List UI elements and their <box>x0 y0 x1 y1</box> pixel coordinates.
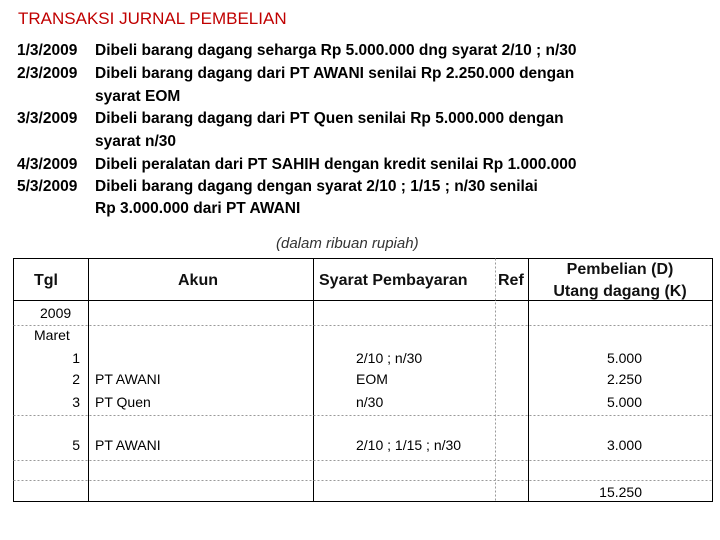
row-day: 3 <box>72 394 80 410</box>
row-syarat: n/30 <box>356 394 384 410</box>
transaction-description: Rp 3.000.000 dari PT AWANI <box>95 200 301 217</box>
row-day: 1 <box>72 350 80 366</box>
row-amount: 3.000 <box>606 437 642 453</box>
page-title: TRANSAKSI JURNAL PEMBELIAN <box>18 9 287 28</box>
row-amount: 5.000 <box>606 350 642 366</box>
row-amount: 5.000 <box>606 394 642 410</box>
header-ref: Ref <box>498 272 524 289</box>
row-akun: PT AWANI <box>95 437 161 453</box>
row-amount: 2.250 <box>606 371 642 387</box>
row-syarat: 2/10 ; n/30 <box>356 350 423 366</box>
row-day: 2 <box>72 371 80 387</box>
transaction-date: 3/3/2009 <box>17 110 78 127</box>
total-amount: 15.250 <box>599 484 642 500</box>
year-label: 2009 <box>40 305 72 321</box>
transaction-description: Dibeli barang dagang dengan syarat 2/10 ; 1/15 ; n/30 senilai <box>95 178 538 195</box>
transaction-description: Dibeli barang dagang seharga Rp 5.000.000 dng syarat 2/10 ; n/30 <box>95 42 577 59</box>
month-label: Maret <box>34 327 70 343</box>
header-pembelian-debit: Pembelian (D) <box>566 261 674 278</box>
row-syarat: 2/10 ; 1/15 ; n/30 <box>356 437 462 453</box>
header-syarat: Syarat Pembayaran <box>319 272 468 289</box>
header-utang-kredit: Utang dagang (K) <box>553 283 687 300</box>
transaction-description: syarat EOM <box>95 88 181 105</box>
row-akun: PT Quen <box>95 394 151 410</box>
transaction-description: Dibeli barang dagang dari PT AWANI senilai Rp 2.250.000 dengan <box>95 65 575 82</box>
row-syarat: EOM <box>356 371 388 387</box>
header-tgl: Tgl <box>34 272 58 289</box>
transaction-description: syarat n/30 <box>95 133 176 150</box>
transaction-date: 2/3/2009 <box>17 65 78 82</box>
transaction-description: Dibeli peralatan dari PT SAHIH dengan kredit senilai Rp 1.000.000 <box>95 156 577 173</box>
transaction-date: 1/3/2009 <box>17 42 78 59</box>
transaction-date: 5/3/2009 <box>17 178 78 195</box>
transaction-date: 4/3/2009 <box>17 156 78 173</box>
row-akun: PT AWANI <box>95 371 161 387</box>
header-akun: Akun <box>178 272 218 289</box>
transaction-description: Dibeli barang dagang dari PT Quen senilai Rp 5.000.000 dengan <box>95 110 564 127</box>
unit-note: (dalam ribuan rupiah) <box>276 235 419 252</box>
row-day: 5 <box>72 437 80 453</box>
